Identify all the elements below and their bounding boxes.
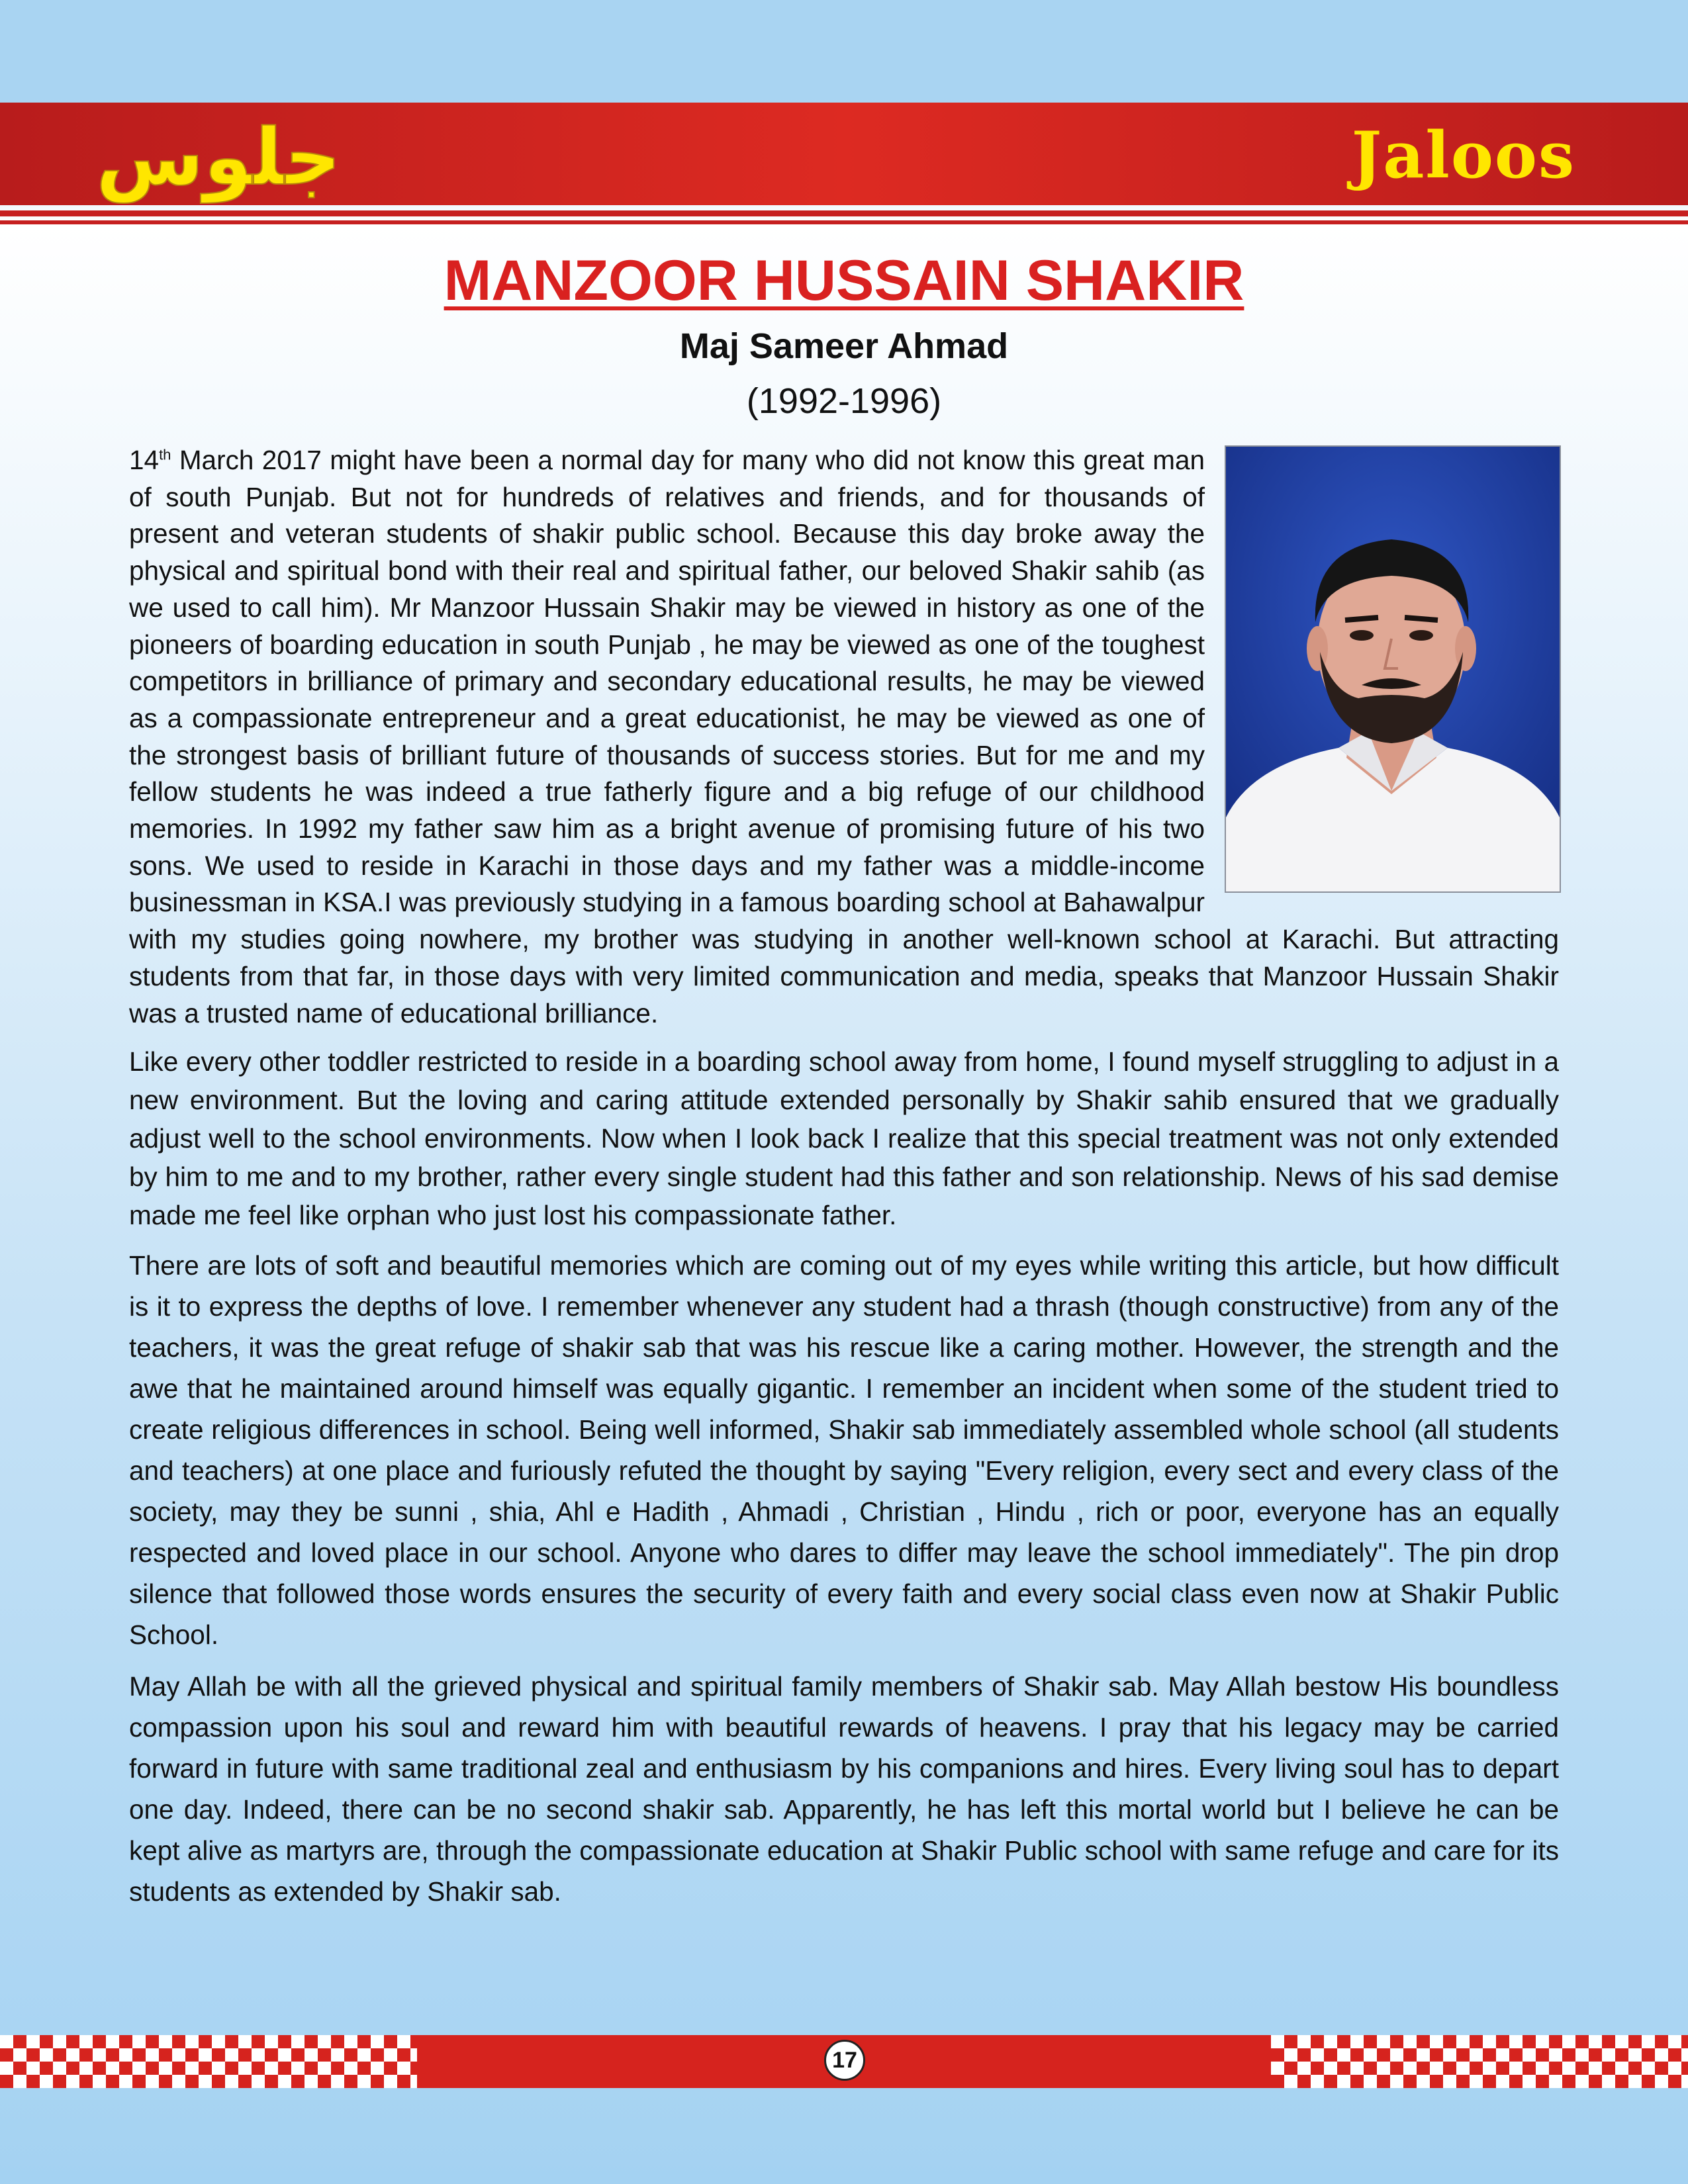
footer-checker-left (0, 2035, 417, 2088)
urdu-logo (95, 106, 342, 225)
article-author: Maj Sameer Ahmad (679, 326, 1009, 366)
footer-checker-right (1271, 2035, 1688, 2088)
urdu-logo-text: جلوس (95, 111, 342, 203)
paragraph-2: Like every other toddler restricted to reside in a boarding school away from home, I found myself struggling to adjust in a new environment. But the loving and caring attitude extended personally by Shakir sahib ensured that we gradually adjust well to the school environments. Now when I look back I realize that this special treatment was not only extended by him to me and to my brother, rather every single student had this father and son relationship. News of his sad demise made me feel like orphan who just lost his compassionate father. (129, 1046, 1559, 1231)
page-number: 17 (824, 2040, 865, 2081)
paragraph-4: May Allah be with all the grieved physical and spiritual family members of Shakir sab. May Allah bestow His boundless compassion upon his soul and reward him with beautiful rewards of heavens. I pray that his legacy may be carried forward in future with same traditional zeal and enthusiasm by his companions and hires. Every living soul has to depart one day. Indeed, there can be no second shakir sab. Apparently, he has left this mortal world but I believe he can be kept alive as martyrs are, through the compassionate education at Shakir Public school with same refuge and care for its students as extended by Shakir sab. (129, 1671, 1559, 1907)
article-years: (1992-1996) (746, 381, 942, 421)
date-day: 14 (129, 445, 160, 475)
paragraph-3: There are lots of soft and beautiful memories which are coming out of my eyes while writing this article, but how difficult is it to express the depths of love. I remember whenever any student had a thrash (though constructive) from any of the teachers, it was the great refuge of shakir sab that was his rescue like a caring mother. However, the strength and the awe that he maintained around himself was equally gigantic. I remember an incident when some of the student tried to create religious differences in school. Being well informed, Shakir sab immediately assembled whole school (all students and teachers) at one place and furiously refuted the thought by saying "Every religion, every sect and every class of the society, may they be sunni , shia, Ahl e Hadith , Ahmadi , Christian , Hindu , rich or poor, everyone has an equally respected and loved place in our school. Anyone who dares to differ may leave the school immediately". The pin drop silence that followed those words ensures the security of every faith and every social class even now at Shakir Public School. (129, 1250, 1559, 1651)
paragraph-1-text: March 2017 might have been a normal day for many who did not know this great man of south Punjab. But not for hundreds of relatives and friends, and for thousands of present and veteran students of shakir public school. Because this day broke away the physical and spiritual bond with their real and spiritual father, our beloved Shakir sahib (as we used to call him). Mr Manzoor Hussain Shakir may be viewed in history as one of the pioneers of boarding education in south Punjab , he may be viewed as one of the toughest competitors in brilliance of primary and secondary educational results, he may be viewed as a compassionate entrepreneur and a great educationist, he may be viewed as one of the strongest basis of brilliant future of thousands of success stories. But for me and my fellow students he was indeed a true fatherly figure and a big refuge of our childhood memories. In 1992 my father saw him as a bright avenue of promising future of his two sons. We used to reside in Karachi in those days and my father was a middle-income businessman in KSA.I was previously studying in a famous boarding school at Bahawalpur with my studies going nowhere, my brother was studying in another well-known school at Karachi. But attracting students from that far, in those days with very limited communication and media, speaks that Manzoor Hussain Shakir was a trusted name of educational brilliance. (129, 445, 1559, 1028)
photo-spacer (1205, 442, 1559, 897)
magazine-name: Jaloos (1351, 118, 1575, 193)
paragraph-1 (129, 442, 1559, 1032)
date-ordinal: th (159, 446, 171, 463)
article-title: MANZOOR HUSSAIN SHAKIR (444, 249, 1244, 312)
article-body (129, 442, 1559, 1912)
